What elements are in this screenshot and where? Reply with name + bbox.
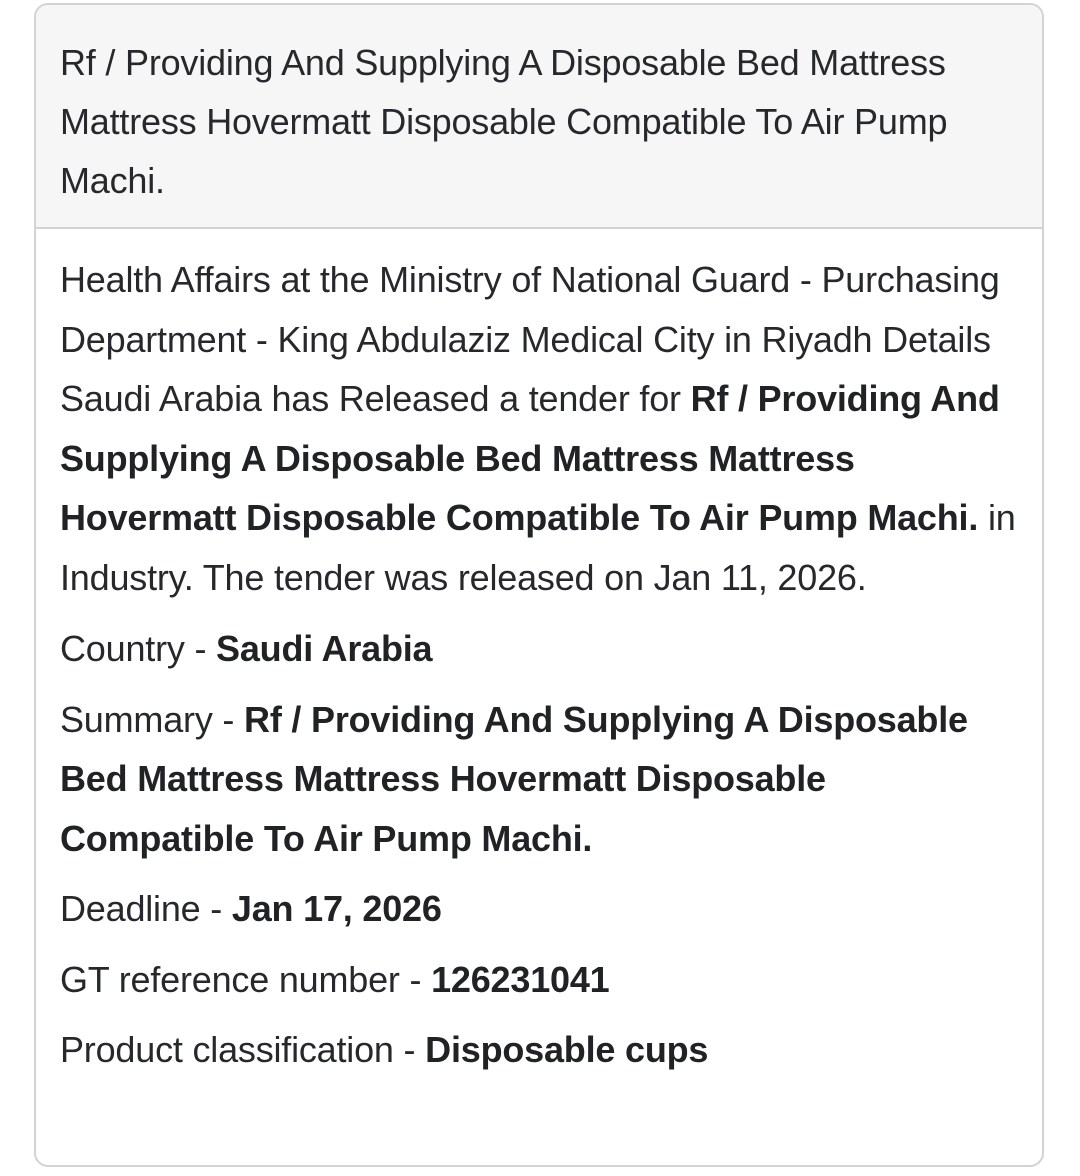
tender-card-body (36, 229, 1042, 1080)
field-value: Jan 17, 2026 (231, 888, 442, 929)
tender-card (34, 3, 1044, 1167)
field-value: 126231041 (431, 958, 610, 1000)
field-label: Summary - (60, 698, 245, 740)
field-label: Product classification - (60, 1029, 426, 1070)
field-value: Saudi Arabia (216, 628, 433, 669)
field-label: Deadline - (60, 888, 232, 929)
description-suffix: in Industry. The tender was released on Jan 11, 2026. (60, 497, 1016, 598)
field-summary (60, 690, 1018, 869)
tender-card-header (36, 5, 1042, 229)
tender-title: Rf / Providing And Supplying A Disposable Bed Mattress Mattress Hovermatt Disposable Compatible To Air Pump Machi. (60, 42, 948, 201)
description-tender-title: Rf / Providing And Supplying A Disposable Bed Mattress Mattress Hovermatt Disposable Compatible To Air Pump Machi. (60, 378, 1000, 538)
tender-description (60, 250, 1018, 607)
field-label: Country - (60, 628, 217, 669)
field-gt-reference-number (60, 950, 1018, 1010)
field-value: Rf / Providing And Supplying A Disposable Bed Mattress Mattress Hovermatt Disposable Compatible To Air Pump Machi. (60, 698, 968, 859)
field-product-classification (60, 1020, 1018, 1080)
field-deadline (60, 879, 1018, 939)
description-prefix: Health Affairs at the Ministry of National Guard - Purchasing Department - King Abdulaziz Medical City in Riyadh Details Saudi Arabia has Released a tender for (60, 259, 1000, 419)
field-country (60, 619, 1018, 679)
field-value: Disposable cups (425, 1029, 709, 1070)
field-label: GT reference number - (60, 958, 432, 1000)
